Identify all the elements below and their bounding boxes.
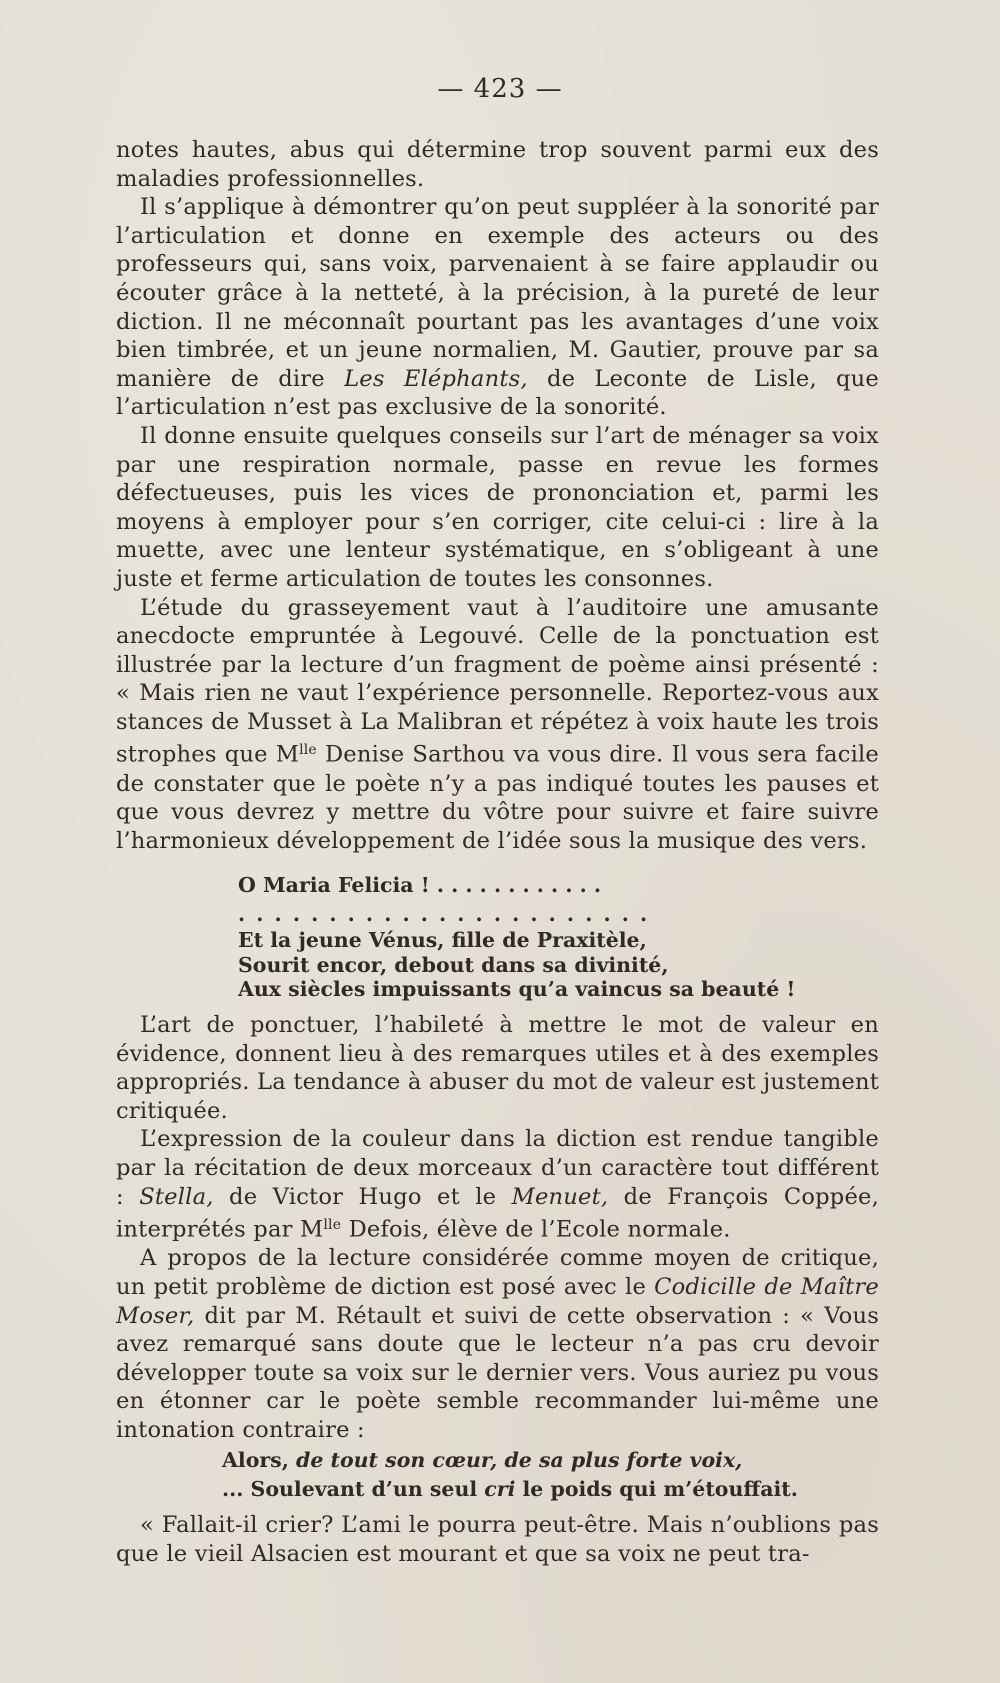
poem-title-stella: Stella,: [139, 1183, 214, 1210]
verse-line: Aux siècles impuissants qu’a vaincus sa beauté !: [238, 977, 796, 1001]
paragraph-7-text-end: dit par M. Rétault et suivi de cette observation : « Vous avez remarqué sans doute que le lecteur n’a pas cru devoir développer toute sa voix sur le dernier vers. Vous auriez pu vous en étonner car le poète semble recommander lui-même une intonation contraire :: [116, 1302, 879, 1444]
poem-title-menuet: Menuet,: [511, 1183, 609, 1210]
verse-line: [222, 1477, 798, 1502]
paragraph-6: [116, 1125, 879, 1244]
paragraph-6-text-mid: de Victor Hugo et le: [213, 1183, 512, 1210]
paragraph-1: notes hautes, abus qui détermine trop souvent parmi eux des maladies professionnelles.: [116, 137, 879, 192]
verse-block-2: [222, 1448, 798, 1501]
page-number: — 423 —: [437, 74, 563, 104]
verse-text: le poids qui m’étouffait.: [515, 1476, 798, 1501]
paragraph-6-text-mid2: de François Coppée, interprétés par M: [116, 1183, 879, 1243]
paragraph-6-text: L’expression de la couleur dans la diction est rendue tangible par la récitation de deux morceaux d’un caractère tout différent :: [116, 1126, 879, 1210]
paragraph-7: [116, 1244, 879, 1444]
text-block-3: [116, 1511, 879, 1568]
verse-italic: cri: [484, 1476, 516, 1501]
text-block-1: [116, 136, 879, 856]
verse-italic: de tout son cœur, de sa plus forte voix,: [295, 1448, 743, 1472]
superscript: lle: [299, 742, 317, 759]
paragraph-2-text-end: de Leconte de Lisle, que l’articulation n’est pas exclusive de la sonorité.: [116, 365, 879, 421]
text-block-2: [116, 1011, 879, 1445]
poem-title-elephants: Les Eléphants,: [344, 365, 528, 392]
paragraph-7-text: A propos de la lecture considérée comme moyen de critique, un petit problème de diction est posé avec le: [116, 1245, 879, 1301]
paragraph-3: Il donne ensuite quelques conseils sur l’art de ménager sa voix par une respiration normale, passe en revue les formes défectueuses, puis les vices de prononciation et, parmi les moyens à employer pour s’en corriger, cite celui-ci : lire à la muette, avec une lenteur systématique, en s’obligeant à une juste et ferme articulation de toutes les consonnes.: [116, 422, 879, 592]
paragraph-6-text-end: Defois, élève de l’Ecole normale.: [341, 1216, 731, 1243]
paragraph-2: [116, 193, 879, 422]
paragraph-4-text-end: Denise Sarthou va vous dire. Il vous sera facile de constater que le poète n’y a pas indiqué toutes les pauses et que vous devrez y mettre du vôtre pour suivre et faire suivre l’harmonieux développement de l’idée sous la musique des vers.: [116, 742, 879, 854]
paragraph-8: « Fallait-il crier? L’ami le pourra peut-être. Mais n’oublions pas que le vieil Alsacien est mourant et que sa voix ne peut tra-: [116, 1512, 879, 1567]
verse-line: O Maria Felicia ! . . . . . . . . . . . .: [238, 873, 602, 897]
verse-text: Alors,: [222, 1448, 296, 1472]
verse-ellipsis-line: . . . . . . . . . . . . . . . . . . . . . . .: [238, 901, 650, 926]
verse-text: ... Soulevant d’un seul: [222, 1476, 485, 1501]
verse-line: [222, 1448, 798, 1473]
paragraph-5: L’art de ponctuer, l’habileté à mettre le mot de valeur en évidence, donnent lieu à des remarques utiles et à des exemples appropriés. La tendance à abuser du mot de valeur est justement critiquée.: [116, 1012, 879, 1124]
verse-line: Et la jeune Vénus, fille de Praxitèle,: [238, 928, 647, 952]
verse-line: Sourit encor, debout dans sa divinité,: [238, 952, 669, 977]
paragraph-4-text: L’étude du grasseyement vaut à l’auditoire une amusante anecdocte empruntée à Legouvé. Celle de la ponctuation est illustrée par la lecture d’un fragment de poème ainsi présenté : « Mais rien ne vaut l’expérience personnelle. Reportez-vous aux stances de Musset à La Malibran et répétez à voix haute les trois strophes que M: [116, 594, 879, 769]
verse-block-1: [238, 873, 795, 1002]
paragraph-2-text: Il s’applique à démontrer qu’on peut suppléer à la sonorité par l’articulation et donne en exemple des acteurs ou des professeurs qui, sans voix, parvenaient à se faire applaudir ou écouter grâce à la netteté, à la précision, à la pureté de leur diction. Il ne méconnaît pourtant pas les avantages d’une voix bien timbrée, et un jeune normalien, M. Gautier, prouve par sa manière de dire: [116, 194, 879, 392]
paragraph-4: [116, 594, 879, 856]
poem-title-codicille: Codicille de Maître Moser,: [116, 1274, 879, 1329]
superscript: lle: [323, 1217, 342, 1234]
